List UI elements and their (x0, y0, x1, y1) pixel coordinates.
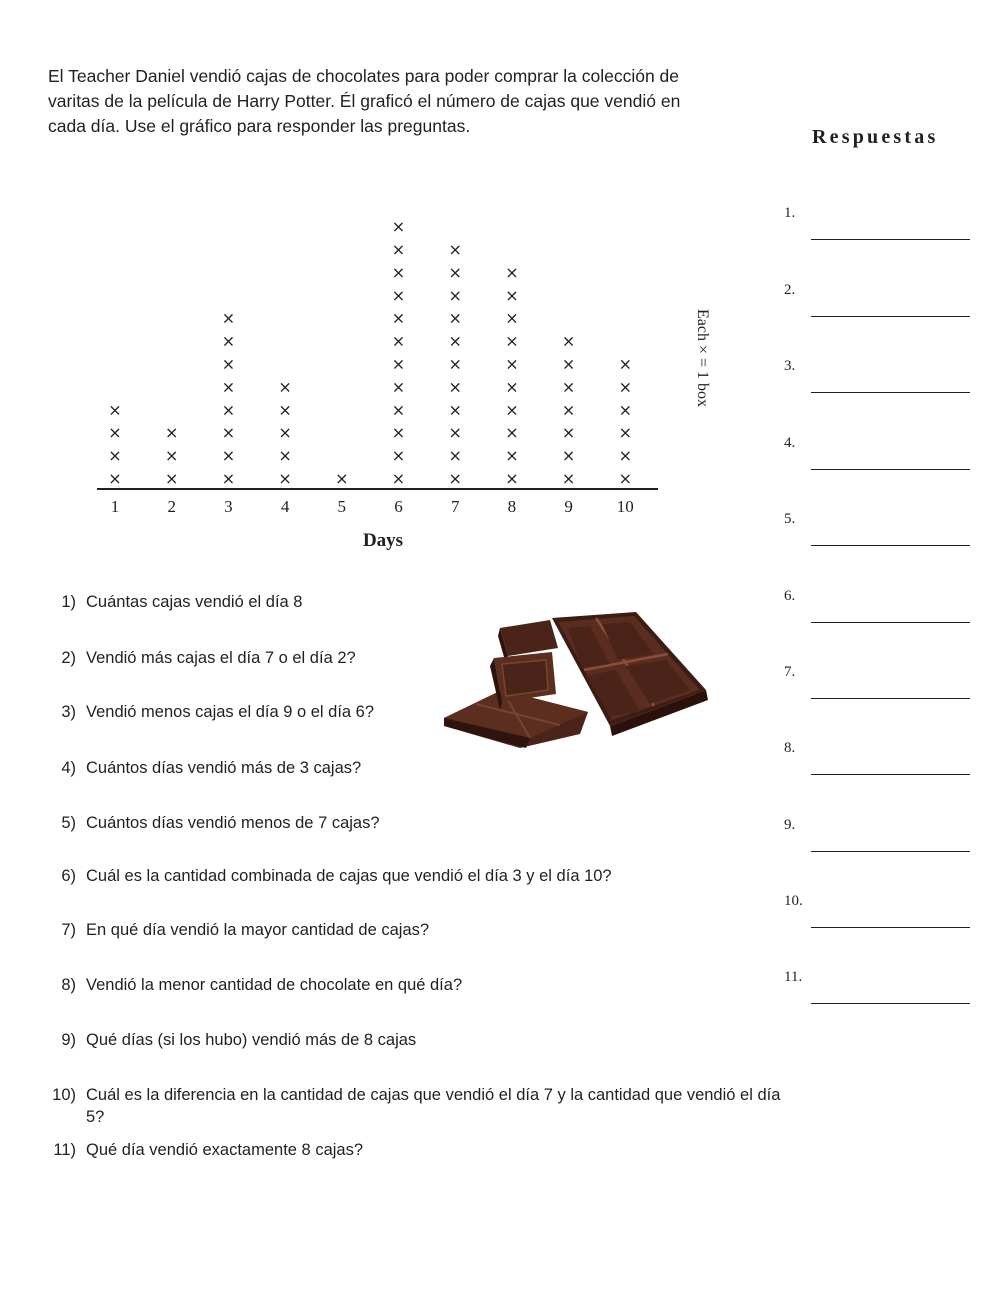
dot-plot-mark: × (108, 423, 122, 443)
question-text: Cuál es la diferencia en la cantidad de cajas que vendió el día 7 y la cantidad que vendió el día 5? (86, 1086, 781, 1126)
question-number: 8) (61, 976, 76, 994)
instructions-line: varitas de la película de Harry Potter. Él graficó el número de cajas que vendió en (48, 91, 681, 111)
dot-plot-mark: × (561, 469, 576, 488)
answer-row (770, 282, 990, 306)
dot-plot-mark: × (108, 446, 122, 466)
answer-row (770, 435, 990, 459)
question-number: 7) (61, 921, 76, 939)
answer-input[interactable] (811, 449, 970, 470)
answer-input[interactable] (811, 754, 970, 775)
answers-title: Respuestas (812, 126, 939, 148)
question-text: Qué días (si los hubo) vendió más de 8 cajas (86, 1031, 417, 1049)
dot-plot-mark: × (335, 469, 349, 488)
dot-plot-mark: × (278, 446, 292, 466)
dot-plot-mark: × (221, 308, 236, 328)
answer-row (770, 588, 990, 612)
answer-row (770, 664, 990, 688)
answer-sheet (770, 0, 1000, 1291)
instructions-line: El Teacher Daniel vendió cajas de chocolates para poder comprar la colección de (48, 66, 680, 86)
dot-plot-mark: × (221, 400, 236, 420)
chart-key: Each × = 1 box (694, 308, 711, 408)
answer-number: 11. (784, 969, 803, 985)
question-number: 2) (61, 649, 76, 667)
question-text: Cuántos días vendió más de 3 cajas? (86, 759, 362, 777)
dot-plot-mark: × (448, 446, 462, 466)
x-tick-label: 1 (110, 497, 120, 516)
question-text: En qué día vendió la mayor cantidad de cajas? (86, 921, 430, 939)
dot-plot-mark: × (618, 400, 633, 420)
dot-plot-mark: × (278, 469, 292, 488)
dot-plot-chart (0, 200, 760, 570)
dot-plot-mark: × (164, 469, 179, 488)
dot-plot-mark: × (391, 331, 406, 351)
dot-plot-mark: × (618, 377, 633, 397)
question-text: Cuántos días vendió menos de 7 cajas? (86, 814, 380, 832)
dot-plot-mark: × (618, 446, 633, 466)
dot-plot-mark: × (221, 423, 236, 443)
dot-plot-mark: × (448, 469, 462, 488)
answer-input[interactable] (811, 602, 970, 623)
answer-row (770, 817, 990, 841)
dot-plot-mark: × (561, 354, 576, 374)
dot-plot-mark: × (561, 423, 576, 443)
answer-input[interactable] (811, 525, 970, 546)
answer-number: 7. (784, 664, 796, 680)
answer-input[interactable] (811, 831, 970, 852)
answer-number: 8. (784, 740, 796, 756)
answer-number: 3. (784, 358, 796, 374)
x-tick-label: 4 (280, 497, 290, 516)
dot-plot-mark: × (391, 285, 406, 305)
x-tick-label: 2 (167, 497, 176, 516)
dot-plot-mark: × (505, 354, 519, 374)
question-number: 10) (52, 1086, 76, 1104)
dot-plot-mark: × (505, 377, 519, 397)
answer-number: 1. (784, 205, 796, 221)
answer-number: 9. (784, 817, 796, 833)
dot-plot-mark: × (561, 446, 576, 466)
dot-plot-mark: × (221, 331, 236, 351)
dot-plot-mark: × (391, 446, 406, 466)
dot-plot-mark: × (391, 377, 406, 397)
answer-row (770, 358, 990, 382)
dot-plot-mark: × (505, 469, 519, 488)
question-number: 5) (61, 814, 76, 832)
answer-row (770, 969, 990, 993)
dot-plot-mark: × (618, 354, 633, 374)
answer-input[interactable] (811, 907, 970, 928)
question-text: Qué día vendió exactamente 8 cajas? (86, 1141, 364, 1159)
dot-plot-mark: × (448, 308, 462, 328)
dot-plot-mark: × (448, 285, 462, 305)
question-number: 6) (61, 867, 76, 885)
dot-plot-mark: × (561, 400, 576, 420)
answer-number: 2. (784, 282, 796, 298)
answer-input[interactable] (811, 372, 970, 393)
answer-input[interactable] (811, 983, 970, 1004)
x-tick-label: 5 (337, 497, 347, 516)
question-number: 4) (61, 759, 76, 777)
dot-plot-mark: × (391, 240, 406, 259)
question-number: 3) (61, 703, 76, 721)
question-number: 1) (61, 593, 76, 611)
dot-plot-mark: × (221, 469, 236, 488)
answer-input[interactable] (811, 296, 970, 317)
dot-plot-mark: × (391, 354, 406, 374)
dot-plot-mark: × (505, 262, 519, 282)
dot-plot-mark: × (505, 446, 519, 466)
dot-plot-mark: × (221, 446, 236, 466)
answer-input[interactable] (811, 678, 970, 699)
dot-plot-mark: × (391, 217, 406, 237)
x-tick-label: 10 (616, 497, 634, 516)
dot-plot-mark: × (448, 331, 462, 351)
x-axis-title: Days (362, 530, 404, 551)
answer-number: 6. (784, 588, 796, 604)
dot-plot-mark: × (561, 331, 576, 351)
dot-plot-mark: × (448, 240, 462, 259)
dot-plot-mark: × (505, 400, 519, 420)
dot-plot-mark: × (505, 423, 519, 443)
dot-plot-mark: × (505, 285, 519, 305)
x-tick-label: 9 (564, 497, 573, 516)
dot-plot-mark: × (448, 400, 462, 420)
dot-plot-mark: × (221, 377, 236, 397)
question-text: Vendió más cajas el día 7 o el día 2? (86, 649, 356, 667)
question-text: Vendió la menor cantidad de chocolate en qué día? (86, 976, 463, 994)
x-tick-label: 3 (224, 497, 233, 516)
instructions (48, 64, 728, 139)
dot-plot-mark: × (164, 446, 179, 466)
answer-input[interactable] (811, 219, 970, 240)
x-tick-label: 8 (507, 497, 517, 516)
dot-plot-mark: × (278, 377, 292, 397)
dot-plot-mark: × (108, 469, 122, 488)
dot-plot-mark: × (221, 354, 236, 374)
dot-plot-mark: × (618, 469, 633, 488)
question-text: Cuántas cajas vendió el día 8 (86, 593, 303, 611)
dot-plot-mark: × (561, 377, 576, 397)
dot-plot-mark: × (391, 262, 406, 282)
question-number: 9) (61, 1031, 76, 1049)
answer-row (770, 893, 990, 917)
answer-row (770, 511, 990, 535)
dot-plot-mark: × (505, 331, 519, 351)
answer-number: 5. (784, 511, 796, 527)
answer-number: 4. (784, 435, 796, 451)
dot-plot-mark: × (618, 423, 633, 443)
question-text: Cuál es la cantidad combinada de cajas que vendió el día 3 y el día 10? (86, 867, 612, 885)
dot-plot-mark: × (391, 469, 406, 488)
chocolate-image (440, 608, 712, 758)
dot-plot-mark: × (391, 423, 406, 443)
answer-row (770, 740, 990, 764)
question-text: Vendió menos cajas el día 9 o el día 6? (86, 703, 375, 721)
dot-plot-mark: × (278, 400, 292, 420)
x-tick-label: 7 (450, 497, 460, 516)
answer-row (770, 205, 990, 229)
dot-plot-mark: × (391, 400, 406, 420)
dot-plot-mark: × (448, 354, 462, 374)
answer-number: 10. (784, 893, 803, 909)
dot-plot-mark: × (448, 262, 462, 282)
dot-plot-mark: × (278, 423, 292, 443)
dot-plot-mark: × (448, 377, 462, 397)
dot-plot-mark: × (505, 308, 519, 328)
dot-plot-mark: × (391, 308, 406, 328)
dot-plot-mark: × (108, 400, 122, 420)
x-tick-label: 6 (394, 497, 403, 516)
instructions-line: cada día. Use el gráfico para responder las preguntas. (48, 116, 471, 136)
dot-plot-mark: × (164, 423, 179, 443)
question-number: 11) (53, 1141, 76, 1159)
dot-plot-mark: × (448, 423, 462, 443)
